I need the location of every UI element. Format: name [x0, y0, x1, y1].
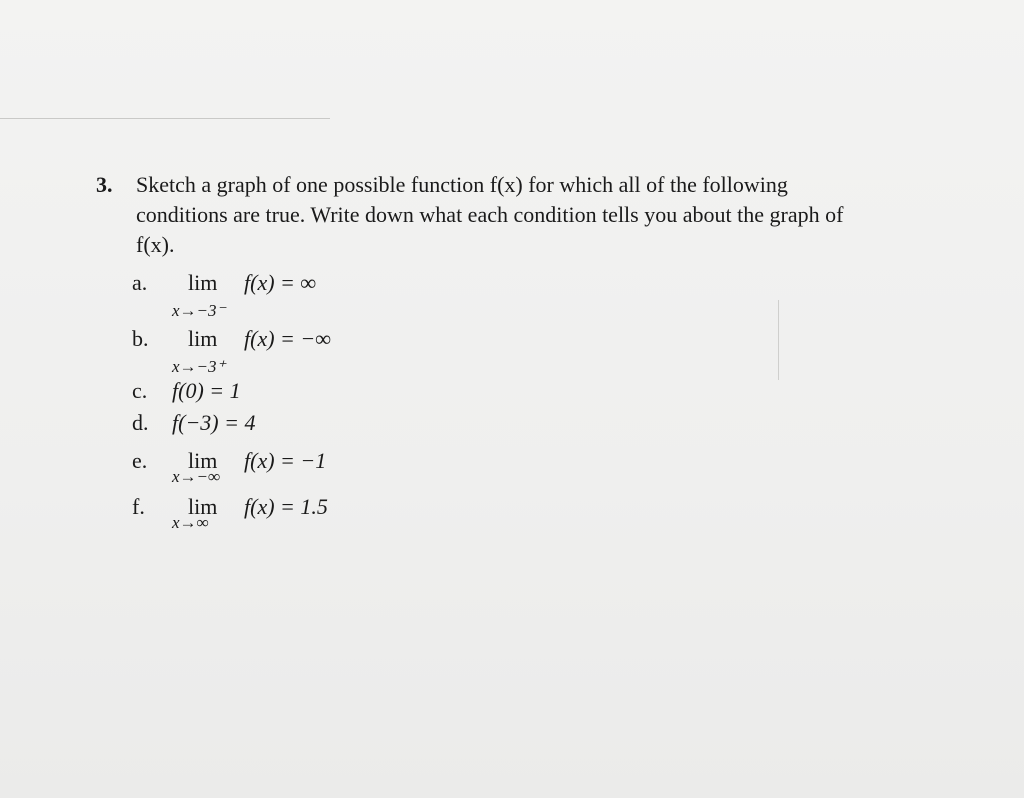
lim-label: lim	[188, 270, 218, 295]
lim-value: f(x) = ∞	[244, 270, 317, 295]
lim-label: lim	[188, 326, 218, 351]
prompt-line-2: conditions are true. Write down what each condition tells you about the graph of	[136, 202, 844, 227]
lim-value: f(x) = −1	[244, 448, 327, 473]
lim-subscript: x→−3⁻	[172, 301, 226, 320]
lim-subscript: x→∞	[172, 513, 209, 532]
bleed-through-line	[778, 300, 779, 380]
header-rule	[0, 118, 330, 119]
lim-subscript: x→−∞	[172, 467, 221, 486]
condition-expression: f(−3) = 4	[172, 410, 256, 435]
condition-letter: c.	[132, 378, 148, 403]
lim-subscript: x→−3⁺	[172, 357, 226, 376]
question-prompt	[136, 170, 936, 260]
lim-value: f(x) = −∞	[244, 326, 331, 351]
condition-expression: f(0) = 1	[172, 378, 241, 403]
condition-letter: d.	[132, 410, 149, 435]
lim-value: f(x) = 1.5	[244, 494, 328, 519]
condition-letter: f.	[132, 494, 145, 519]
condition-letter: b.	[132, 326, 149, 351]
condition-letter: e.	[132, 448, 148, 473]
prompt-line-1: Sketch a graph of one possible function f(x) for which all of the following	[136, 172, 788, 197]
lim-label: lim	[188, 448, 218, 473]
condition-letter: a.	[132, 270, 148, 295]
prompt-line-3: f(x).	[136, 232, 175, 257]
question-number: 3.	[96, 172, 113, 197]
lim-label: lim	[188, 494, 218, 519]
